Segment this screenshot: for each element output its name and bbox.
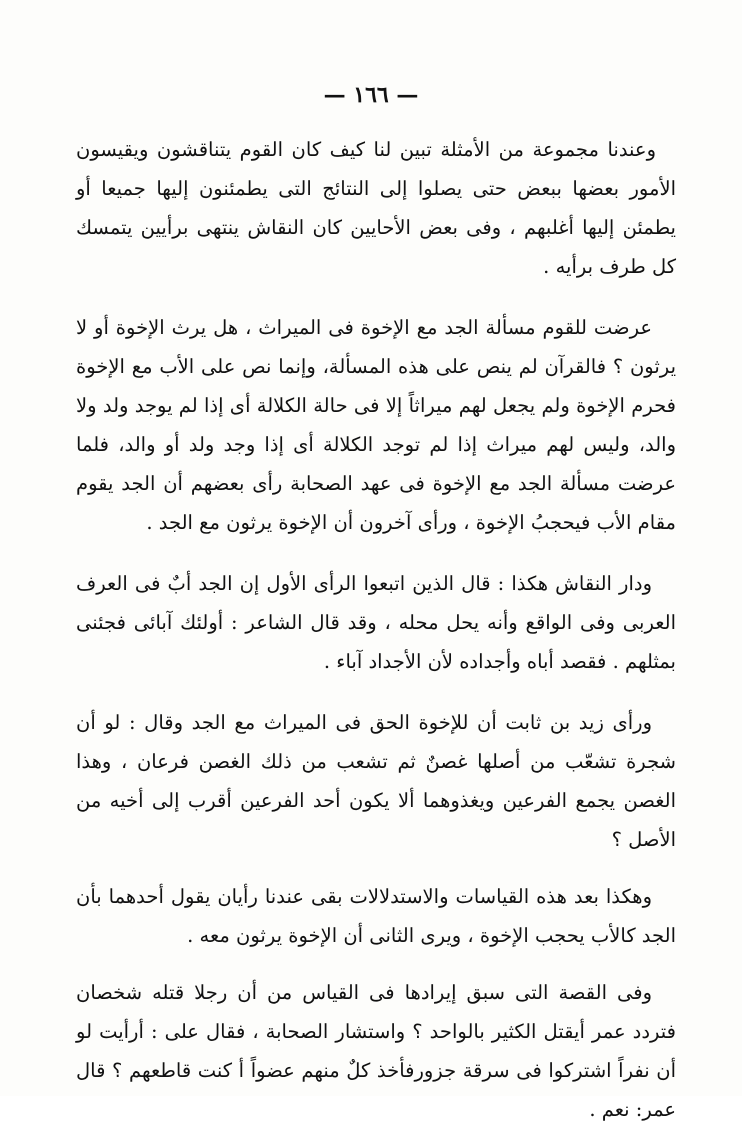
page-number: — ١٦٦ — bbox=[323, 82, 419, 108]
paragraph-2: عرضت للقوم مسألة الجد مع الإخوة فى الميراث ، هل يرث الإخوة أو لا يرثون ؟ فالقرآن لم ينص على هذه المسألة، وإنما نص على الأب مع الإخوة فحرم الإخوة ولم يجعل لهم ميراثاً إلا فى حالة الكلالة أى إذا لم يوجد ولد ولا والد، وليس لهم ميراث إذا لم توجد الكلالة أى إذا وجد ولد أو والد، فلما عرضت مسألة الجد مع الإخوة فى عهد الصحابة رأى بعضهم أن الجد يقوم مقام الأب فيحجبُ الإخوة ، ورأى آخرون أن الإخوة يرثون مع الجد . bbox=[76, 316, 676, 534]
page-body bbox=[76, 130, 676, 1129]
paragraph-3: ودار النقاش هكذا : قال الذين اتبعوا الرأى الأول إن الجد أبٌ فى العرف العربى وفى الواقع وأنه يحل محله ، وقد قال الشاعر : أولئك آبائى فجئنى بمثلهم . فقصد أباه وأجداده لأن الأجداد آباء . bbox=[76, 572, 676, 673]
paragraph-4: ورأى زيد بن ثابت أن للإخوة الحق فى الميراث مع الجد وقال : لو أن شجرة تشعّب من أصلها غصنٌ ثم تشعب من ذلك الغصن فرعان ، وهذا الغصن يجمع الفرعين ويغذوهما ألا يكون أحد الفرعين أقرب إلى أخيه من الأصل ؟ bbox=[76, 711, 676, 851]
paragraph-5: وهكذا بعد هذه القياسات والاستدلالات بقى عندنا رأيان يقول أحدهما بأن الجد كالأب يحجب الإخوة ، ويرى الثانى أن الإخوة يرثون معه . bbox=[76, 885, 676, 947]
paragraph-6: وفى القصة التى سبق إيرادها فى القياس من أن رجلا قتله شخصان فتردد عمر أيقتل الكثير بالواحد ؟ واستشار الصحابة ، فقال على : أرأيت لو أن نفراً اشتركوا فى سرقة جزورفأخذ كلٌ منهم عضواً أ كنت قاطعهم ؟ قال عمر: نعم . bbox=[76, 981, 676, 1121]
paragraph-1: وعندنا مجموعة من الأمثلة تبين لنا كيف كان القوم يتناقشون ويقيسون الأمور بعضها ببعض حتى يصلوا إلى النتائج التى يطمئنون إليها جميعا أو يطمئن إليها أغلبهم ، وفى بعض الأحايين كان النقاش ينتهى برأيين يتمسك كل طرف برأيه . bbox=[76, 138, 676, 278]
